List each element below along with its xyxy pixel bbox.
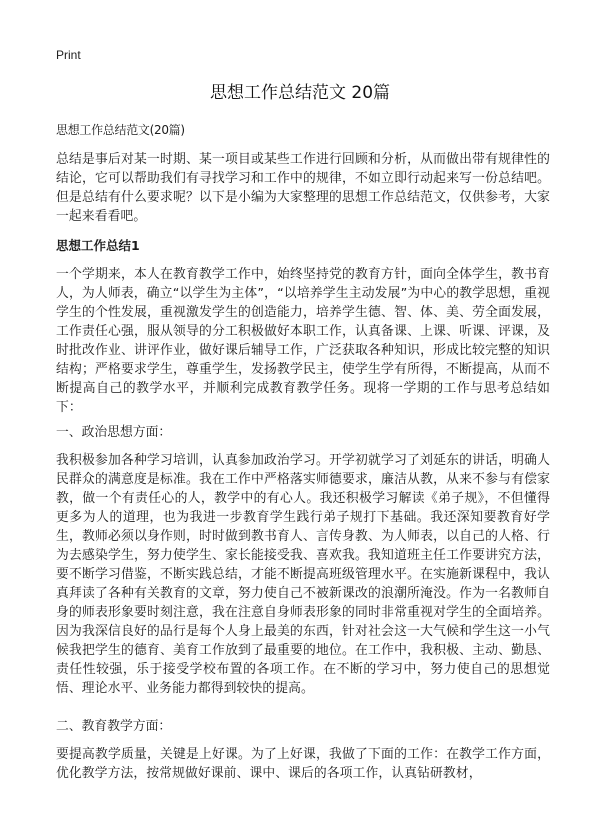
subsection-heading-teaching: 二、教育教学方面： (56, 719, 172, 734)
intro-paragraph: 总结是事后对某一时期、某一项目或某些工作进行回顾和分析，从而做出带有规律性的结论，它可以帮助我们有寻找学习和工作中的规律，不如立即行动起来写一份总结吧。但是总结有什么要求呢？以下是小编为大家整理的思想工作总结范文，仅供参考，大家一起来看看吧。 (56, 152, 550, 224)
section-heading-1: 思想工作总结1 (56, 238, 140, 253)
body-paragraph-2: 我积极参加各种学习培训，认真参加政治学习。开学初就学习了刘延东的讲话，明确人民群众的满意度是标准。我在工作中严格落实师德要求，廉洁从教，从来不参与有偿家教，做一个有责任心的人，教学中的有心人。我还积极学习解读《弟子规》，不但懂得更多为人的道理，也为我进一步教育学生践行弟子规打下基础。我还深知要教育好学生，教师必须以身作则，时时做到教书育人、言传身教、为人师表，以自己的人格、行为去感染学生，努力使学生、家长能接受我、喜欢我。我知道班主任工作要讲究方法，要不断学习借鉴，不断实践总结，才能不断提高班级管理水平。在实施新课程中，我认真拜读了各种有关教育的文章，努力使自己不被新课改的浪潮所淹没。作为一名教师自身的师表形象要时刻注意，我在注意自身师表形象的同时非常重视对学生的全面培养。因为我深信良好的品行是每个人身上最美的东西，针对社会这一大气候和学生这一小气候我把学生的德育、美育工作放到了最重要的地位。在工作中，我积极、主动、勤恳、责任性较强，乐于接受学校布置的各项工作。在不断的学习中，努力使自己的思想觉悟、理论水平、业务能力都得到较快的提高。 (56, 453, 550, 696)
subsection-heading-politics: 一、政治思想方面： (56, 425, 172, 440)
body-paragraph-1: 一个学期来，本人在教育教学工作中，始终坚持党的教育方针，面向全体学生，教书育人，为人师表，确立“以学生为主体”，“以培养学生主动发展”为中心的教学思想，重视学生的个性发展，重视激发学生的创造能力，培养学生德、智、体、美、劳全面发展，工作责任心强，服从领导的分工积极做好本职工作，认真备课、上课、听课、评课，及时批改作业、讲评作业，做好课后辅导工作，广泛获取各种知识，形成比较完整的知识结构；严格要求学生，尊重学生，发扬教学民主，使学生学有所得，不断提高，从而不断提高自己的教学水平，并顺利完成教育教学任务。现将一学期的工作与思考总结如下： (56, 267, 550, 415)
page-title: 思想工作总结范文 20篇 (209, 83, 391, 103)
body-paragraph-3: 要提高教学质量，关键是上好课。为了上好课，我做了下面的工作：在教学工作方面，优化教学方法，按常规做好课前、课中、课后的各项工作，认真钻研教材， (56, 747, 550, 781)
document-subtitle: 思想工作总结范文(20篇) (56, 123, 185, 137)
print-label[interactable]: Print (56, 48, 81, 62)
